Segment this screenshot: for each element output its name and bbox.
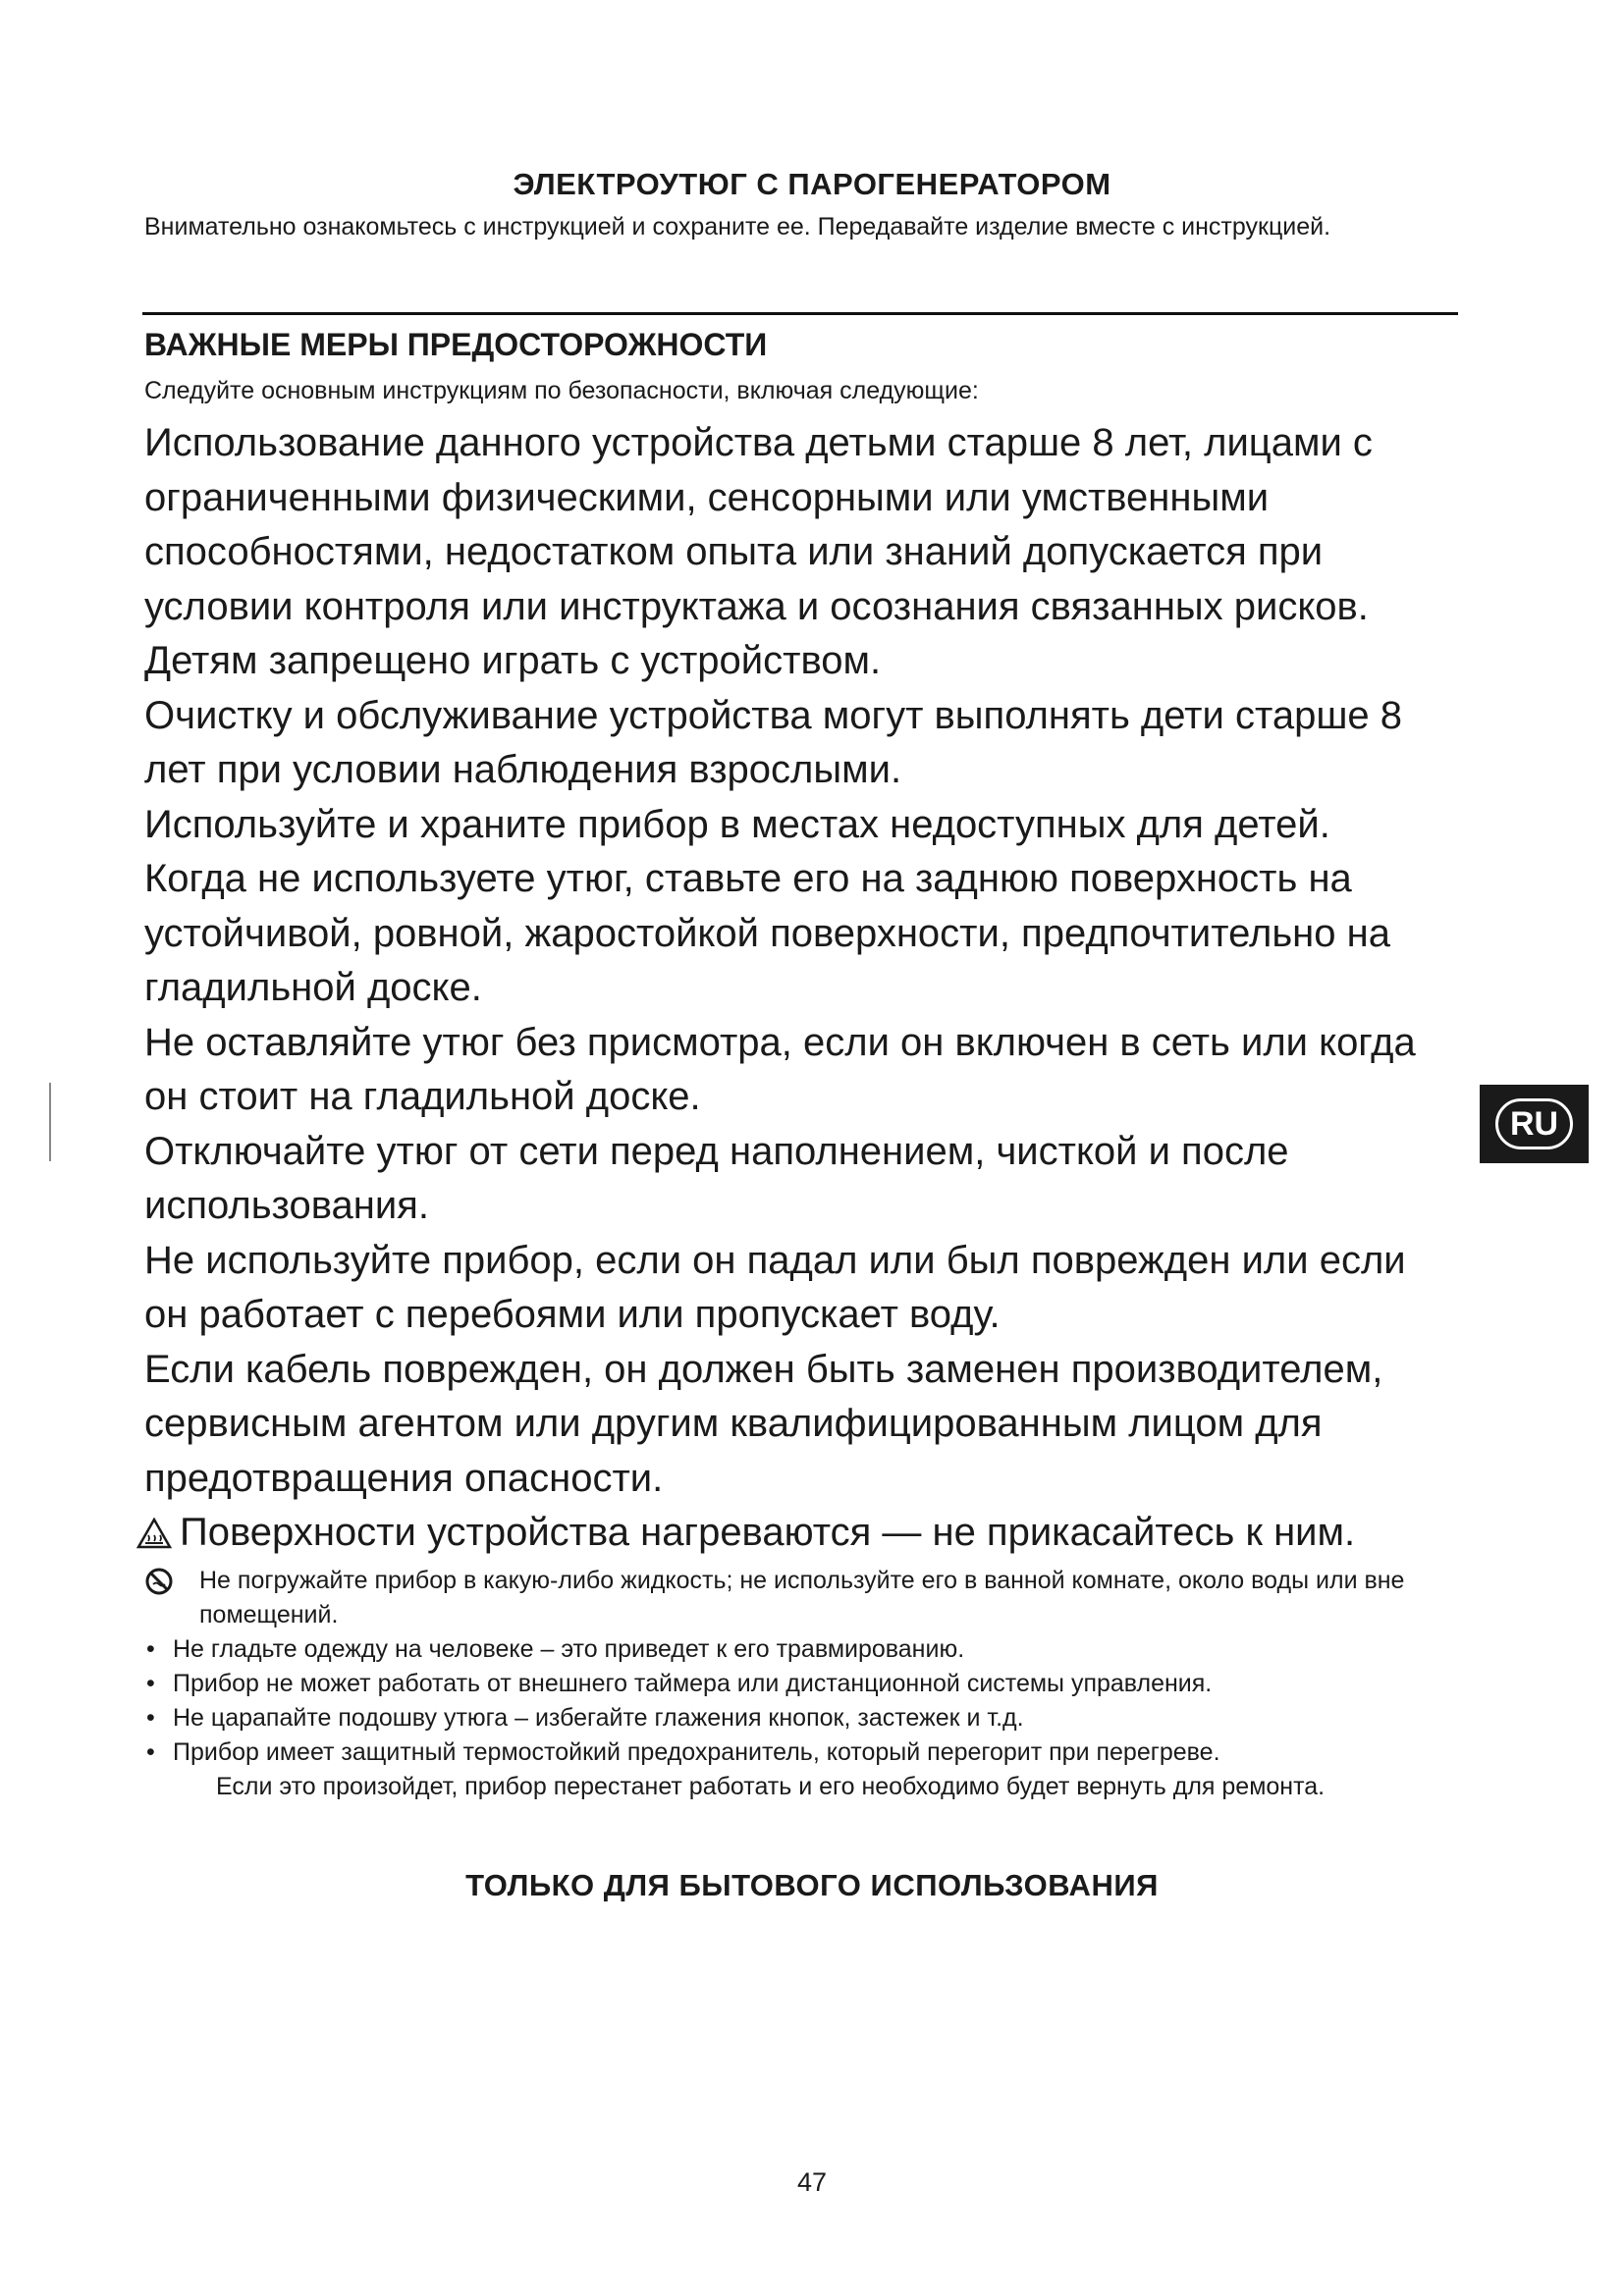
list-item: • Прибор имеет защитный термостойкий предохранитель, который перегорит при перегреве. bbox=[144, 1735, 1440, 1770]
small-warnings bbox=[144, 1564, 1440, 1804]
paragraph-unplug: Отключайте утюг от сети перед наполнением, чисткой и после использования. bbox=[144, 1129, 1289, 1227]
list-item: • Прибор не может работать от внешнего таймера или дистанционной системы управления. bbox=[144, 1667, 1440, 1701]
no-immersion-icon bbox=[144, 1567, 174, 1596]
margin-line bbox=[49, 1083, 51, 1161]
page-number: 47 bbox=[796, 2167, 828, 2197]
paragraph-placement: Когда не используете утюг, ставьте его на заднюю поверхность на устойчивой, ровной, жаростойкой поверхности, предпочтительно на гладильной доске. bbox=[144, 857, 1390, 1009]
bullet: • bbox=[146, 1635, 155, 1663]
hot-surface-warning bbox=[136, 1506, 1455, 1561]
list-item: • Не царапайте подошву утюга – избегайте глажения кнопок, застежек и т.д. bbox=[144, 1701, 1440, 1735]
language-tab bbox=[1480, 1085, 1589, 1163]
intro-text: Внимательно ознакомьтесь с инструкцией и сохраните ее. Передавайте изделие вместе с инструкцией. bbox=[144, 213, 1331, 240]
language-label: RU bbox=[1495, 1098, 1573, 1149]
document-title: ЭЛЕКТРОУТЮГ С ПАРОГЕНЕРАТОРОМ bbox=[513, 167, 1111, 201]
section-heading: ВАЖНЫЕ МЕРЫ ПРЕДОСТОРОЖНОСТИ bbox=[144, 327, 768, 362]
list-item: • Не гладьте одежду на человеке – это приведет к его травмированию. bbox=[144, 1632, 1440, 1667]
safety-paragraphs bbox=[144, 416, 1455, 1561]
section-lead: Следуйте основным инструкциям по безопасности, включая следующие: bbox=[144, 377, 979, 404]
paragraph-children-usage: Использование данного устройства детьми старше 8 лет, лицами с ограниченными физическими, сенсорными или умственными способностями, недостатком опыта или знаний допускается при условии контроля или инструктажа и осознания связанных рисков. bbox=[144, 421, 1373, 628]
paragraph-damaged: Не используйте прибор, если он падал или был поврежден или если он работает с перебоями или пропускает воду. bbox=[144, 1238, 1406, 1336]
bullet: • bbox=[146, 1670, 155, 1697]
hot-surface-text: Поверхности устройства нагреваются — не прикасайтесь к ним. bbox=[180, 1511, 1356, 1554]
paragraph-unattended: Не оставляйте утюг без присмотра, если он включен в сеть или когда он стоит на гладильной доске. bbox=[144, 1020, 1416, 1118]
paragraph-no-play: Детям запрещено играть с устройством. bbox=[144, 639, 882, 682]
no-immerse-text: Не погружайте прибор в какую-либо жидкость; не используйте его в ванной комнате, около воды или вне помещений. bbox=[199, 1567, 1405, 1629]
bullet-continuation: Если это произойдет, прибор перестанет работать и его необходимо будет вернуть для ремонта. bbox=[216, 1773, 1326, 1800]
paragraph-cleaning: Очистку и обслуживание устройства могут выполнять дети старше 8 лет при условии наблюдения взрослыми. bbox=[144, 693, 1403, 791]
hot-surface-warning-icon bbox=[136, 1518, 172, 1549]
list-item bbox=[144, 1564, 1440, 1632]
bullet: • bbox=[146, 1738, 155, 1766]
household-use-heading: ТОЛЬКО ДЛЯ БЫТОВОГО ИСПОЛЬЗОВАНИЯ bbox=[465, 1868, 1159, 1902]
divider bbox=[142, 312, 1458, 315]
paragraph-storage: Используйте и храните прибор в местах недоступных для детей. bbox=[144, 802, 1330, 846]
bullet: • bbox=[146, 1704, 155, 1732]
paragraph-cable: Если кабель поврежден, он должен быть заменен производителем, сервисным агентом или другим квалифицированным лицом для предотвращения опасности. bbox=[144, 1347, 1383, 1500]
